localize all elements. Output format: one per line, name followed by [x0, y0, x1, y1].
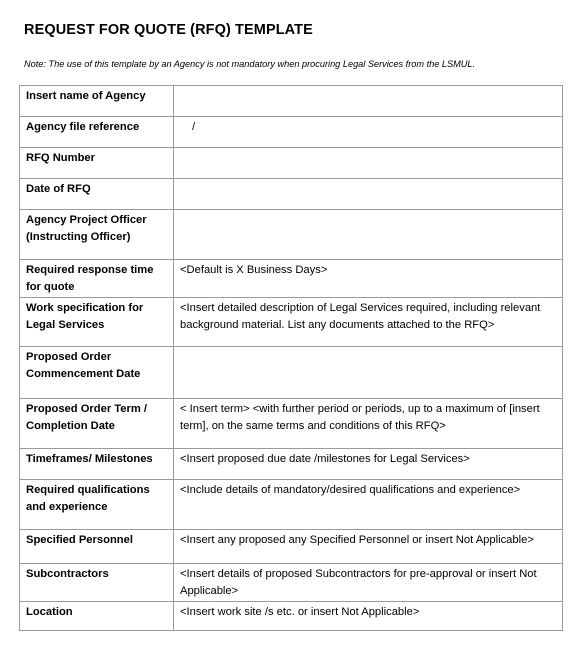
row-value: <Insert detailed description of Legal Services required, including relevant background material. List any documents attached to the RFQ> — [174, 298, 563, 347]
table-row — [20, 564, 563, 602]
file-reference-value: / — [192, 121, 196, 133]
row-label: Timeframes/ Milestones — [20, 449, 174, 480]
row-label: Specified Personnel — [20, 530, 174, 564]
table-row — [20, 530, 563, 564]
row-value: < Insert term> <with further period or periods, up to a maximum of [insert term], on the same terms and conditions of this RFQ> — [174, 399, 563, 449]
row-label: Required qualifications and experience — [20, 480, 174, 530]
row-label: Proposed Order Commencement Date — [20, 347, 174, 399]
row-label: Location — [20, 602, 174, 631]
row-label: Agency Project Officer (Instructing Officer) — [20, 210, 174, 260]
row-value — [174, 210, 563, 260]
row-value: <Insert proposed due date /milestones for Legal Services> — [174, 449, 563, 480]
table-row — [20, 260, 563, 298]
row-value — [174, 179, 563, 210]
table-row — [20, 602, 563, 631]
row-label: RFQ Number — [20, 148, 174, 179]
table-row — [20, 480, 563, 530]
row-label: Subcontractors — [20, 564, 174, 602]
row-value: <Insert any proposed any Specified Personnel or insert Not Applicable> — [174, 530, 563, 564]
row-value: <Insert work site /s etc. or insert Not Applicable> — [174, 602, 563, 631]
row-value — [174, 117, 563, 148]
table-row — [20, 449, 563, 480]
table-row — [20, 117, 563, 148]
row-label: Work specification for Legal Services — [20, 298, 174, 347]
table-row — [20, 399, 563, 449]
row-value: <Include details of mandatory/desired qualifications and experience> — [174, 480, 563, 530]
table-row — [20, 298, 563, 347]
row-label: Date of RFQ — [20, 179, 174, 210]
row-value: <Insert details of proposed Subcontractors for pre-approval or insert Not Applicable> — [174, 564, 563, 602]
row-value — [174, 148, 563, 179]
template-note: Note: The use of this template by an Agency is not mandatory when procuring Legal Services from the LSMUL. — [24, 59, 476, 69]
row-value — [174, 347, 563, 399]
table-row — [20, 179, 563, 210]
row-value — [174, 86, 563, 117]
table-row — [20, 86, 563, 117]
row-label: Required response time for quote — [20, 260, 174, 298]
table-row — [20, 148, 563, 179]
row-label: Insert name of Agency — [20, 86, 174, 117]
row-label: Proposed Order Term / Completion Date — [20, 399, 174, 449]
rfq-table — [19, 85, 563, 631]
row-value: <Default is X Business Days> — [174, 260, 563, 298]
table-row — [20, 347, 563, 399]
row-label: Agency file reference — [20, 117, 174, 148]
page-title: REQUEST FOR QUOTE (RFQ) TEMPLATE — [24, 22, 313, 38]
table-row — [20, 210, 563, 260]
